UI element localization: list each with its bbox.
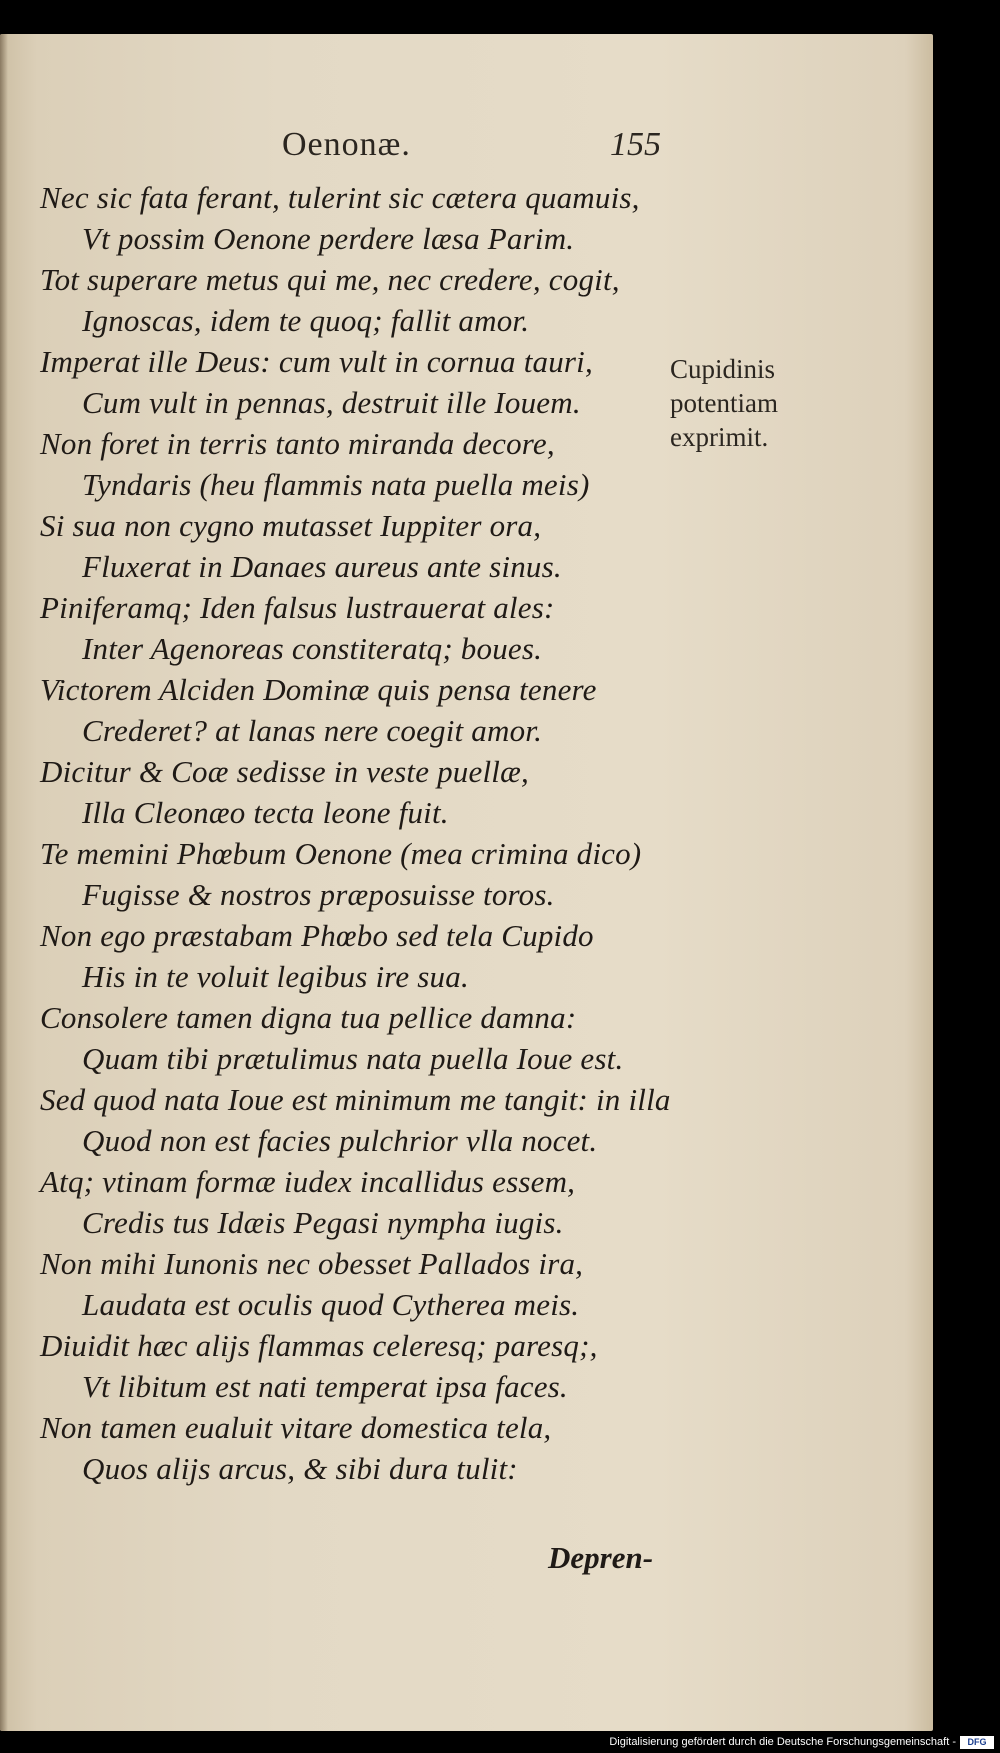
verse-line: Fugisse & nostros præposuisse toros. xyxy=(82,877,555,912)
marginal-note xyxy=(670,352,850,454)
catchword: Depren- xyxy=(548,1540,654,1575)
marginal-note-line: exprimit. xyxy=(670,422,769,452)
verse-line: Diuidit hæc alijs flammas celeresq; paresq;, xyxy=(40,1328,598,1363)
verse-line: Vt libitum est nati temperat ipsa faces. xyxy=(82,1369,568,1404)
marginal-note-line: Cupidinis xyxy=(670,354,776,384)
verse-line: Imperat ille Deus: cum vult in cornua tauri, xyxy=(40,344,593,379)
verse-line: Ignoscas, idem te quoq; fallit amor. xyxy=(82,303,530,338)
verse-line: Vt possim Oenone perdere læsa Parim. xyxy=(82,221,575,256)
verse-line: Sed quod nata Ioue est minimum me tangit: in illa xyxy=(40,1082,671,1117)
verse-line: Tot superare metus qui me, nec credere, cogit, xyxy=(40,262,620,297)
footer-credit: Digitalisierung gefördert durch die Deutsche Forschungsgemeinschaft - xyxy=(609,1736,956,1748)
verse-line: Quam tibi prætulimus nata puella Ioue est. xyxy=(82,1041,624,1076)
verse-line: Non ego præstabam Phœbo sed tela Cupido xyxy=(40,918,594,953)
verse-line: Inter Agenoreas constiteratq; boues. xyxy=(82,631,543,666)
verse-line: Piniferamq; Iden falsus lustrauerat ales: xyxy=(40,590,555,625)
verse-line: Te memini Phœbum Oenone (mea crimina dico) xyxy=(40,836,642,871)
verse-line: Cum vult in pennas, destruit ille Iouem. xyxy=(82,385,581,420)
verse-line: Tyndaris (heu flammis nata puella meis) xyxy=(82,467,590,502)
marginal-note-line: potentiam xyxy=(670,388,778,418)
dfg-logo: DFG xyxy=(960,1736,994,1749)
verse-line: Laudata est oculis quod Cytherea meis. xyxy=(82,1287,580,1322)
verse-line: His in te voluit legibus ire sua. xyxy=(82,959,469,994)
verse-line: Consolere tamen digna tua pellice damna: xyxy=(40,1000,577,1035)
running-title: Oenonæ. xyxy=(282,126,411,163)
verse-line: Quod non est facies pulchrior vlla nocet. xyxy=(82,1123,598,1158)
verse-line: Atq; vtinam formæ iudex incallidus essem, xyxy=(40,1164,576,1199)
book-page xyxy=(0,34,933,1731)
verse-line: Non mihi Iunonis nec obesset Pallados ira, xyxy=(40,1246,584,1281)
verse-line: Crederet? at lanas nere coegit amor. xyxy=(82,713,543,748)
verse-line: Si sua non cygno mutasset Iuppiter ora, xyxy=(40,508,542,543)
verse-line: Non foret in terris tanto miranda decore, xyxy=(40,426,555,461)
page-number: 155 xyxy=(610,126,661,163)
verse-line: Fluxerat in Danaes aureus ante sinus. xyxy=(82,549,562,584)
verse-line: Quos alijs arcus, & sibi dura tulit: xyxy=(82,1451,518,1486)
verse-line: Illa Cleonæo tecta leone fuit. xyxy=(82,795,449,830)
verse-line: Non tamen eualuit vitare domestica tela, xyxy=(40,1410,552,1445)
verse-line: Victorem Alciden Dominæ quis pensa tenere xyxy=(40,672,597,707)
digitization-footer xyxy=(0,1733,1000,1753)
verse-line: Dicitur & Coæ sedisse in veste puellæ, xyxy=(40,754,529,789)
page-header xyxy=(0,96,933,163)
verse-line: Credis tus Idæis Pegasi nympha iugis. xyxy=(82,1205,564,1240)
verse-line: Nec sic fata ferant, tulerint sic cætera quamuis, xyxy=(40,180,640,215)
